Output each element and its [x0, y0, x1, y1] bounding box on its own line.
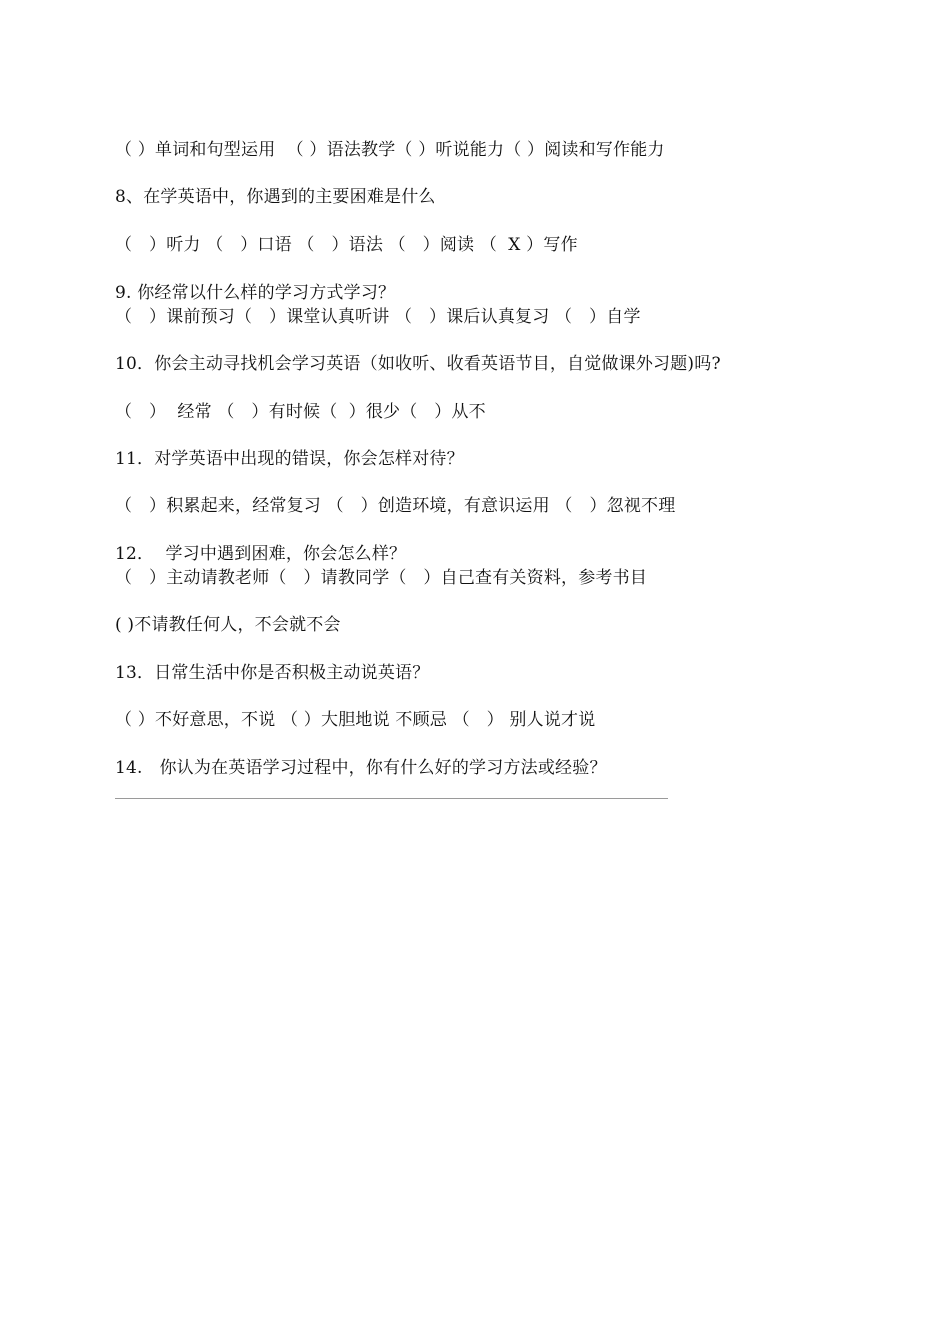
q11-question: 11．对学英语中出现的错误，你会怎样对待？ [115, 449, 464, 469]
q11-options: （ ）积累起来，经常复习 （ ）创造环境，有意识运用 （ ）忽视不理 [115, 496, 676, 516]
q7-options: （ ）单词和句型运用 （ ）语法教学（ ）听说能力（ ）阅读和写作能力 [115, 140, 665, 160]
q8-question: 8、在学英语中，你遇到的主要困难是什么 [115, 187, 436, 207]
q9-question: 9. 你经常以什么样的学习方式学习？ [115, 283, 396, 303]
q12-options: （ ）主动请教老师（ ）请教同学（ ）自己查有关资料，参考书目 [115, 568, 648, 588]
answer-line[interactable] [115, 798, 668, 799]
q8-options: （ ）听力 （ ）口语 （ ）语法 （ ）阅读 （ X ）写作 [115, 235, 578, 255]
q12-option-extra: ( )不请教任何人，不会就不会 [115, 615, 341, 635]
q12-question: 12． 学习中遇到困难，你会怎么样？ [115, 544, 407, 564]
q13-options: （ ）不好意思，不说 （ ）大胆地说 不顾忌 （ ） 别人说才说 [115, 710, 596, 730]
q13-question: 13．日常生活中你是否积极主动说英语？ [115, 663, 430, 683]
q10-options: （ ） 经常 （ ）有时候（ ）很少（ ）从不 [115, 402, 486, 422]
q10-question: 10．你会主动寻找机会学习英语（如收听、收看英语节目，自觉做课外习题)吗? [115, 354, 721, 374]
q14-question: 14. 你认为在英语学习过程中，你有什么好的学习方法或经验？ [115, 758, 607, 778]
q9-options: （ ）课前预习（ ）课堂认真听讲 （ ）课后认真复习 （ ）自学 [115, 307, 641, 327]
